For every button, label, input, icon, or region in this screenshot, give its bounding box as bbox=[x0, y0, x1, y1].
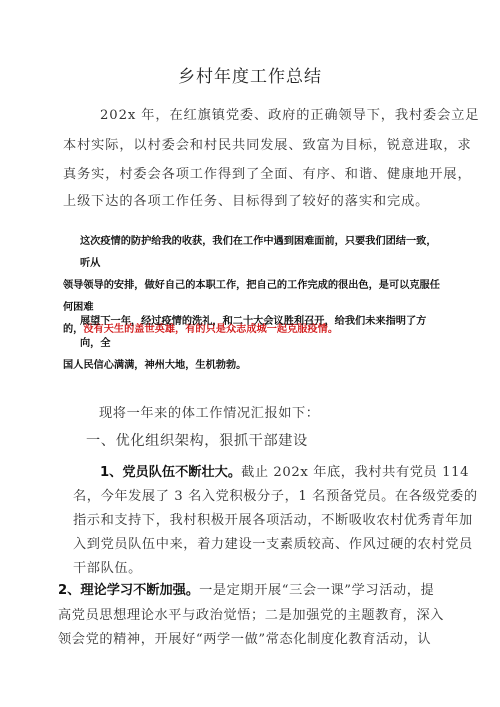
report-intro: 现将一年来的体工作情况汇报如下： bbox=[99, 406, 320, 421]
item-1-lead: 1、党员队伍不断壮大。 bbox=[100, 465, 242, 480]
outlook-line-1: 展望下一年，经过疫情的洗礼，和二十大会议胜利召开，给我们未来指明了方向，全 bbox=[80, 316, 427, 349]
epidemic-line-3-black: 的， bbox=[63, 324, 84, 335]
epidemic-line-2: 领导领导的安排，做好自己的本职工作，把自己的工作完成的很出色，是可以克服任何困难 bbox=[63, 280, 440, 313]
item-1-line-5: 干部队伍。 bbox=[73, 561, 142, 576]
intro-line-3: 真务实，村委会各项工作得到了全面、有序、和谐、健康地开展， bbox=[63, 167, 472, 182]
item-2-rest: 一是定期开展“三会一课”学习活动，提 bbox=[199, 583, 435, 598]
item-2-line-2: 高党员思想理论水平与政治觉悟；二是加强党的主题教育，深入 bbox=[58, 608, 445, 623]
item-2-lead: 2、理论学习不断加强。 bbox=[58, 583, 200, 598]
intro-line-2: 本村实际，以村委会和村民共同发展、致富为目标，锐意进取，求 bbox=[63, 138, 472, 153]
epidemic-highlight: 没有天生的盖世英雄，有的只是众志成城一起克服疫情。 bbox=[83, 324, 339, 335]
item-1-line-2: 名，今年发展了 3 名入党积极分子，1 名预备党员。在各级党委的 bbox=[73, 489, 478, 504]
item-1-rest: 截止 202x 年底，我村共有党员 114 bbox=[241, 465, 470, 480]
item-1-line-3: 指示和支持下，我村积极开展各项活动，不断吸收农村优秀青年加 bbox=[73, 513, 473, 528]
outlook-line-2: 国人民信心满满，神州大地，生机勃勃。 bbox=[63, 360, 247, 371]
item-2-first-line bbox=[58, 579, 434, 598]
epidemic-line-1: 这次疫情的防护给我的收获，我们在工作中遇到困难面前，只要我们团结一致，听从 bbox=[80, 236, 437, 269]
intro-line-1: 202x 年，在红旗镇党委、政府的正确领导下，我村委会立足 bbox=[100, 108, 480, 123]
outlook-paragraph bbox=[63, 311, 443, 377]
item-2-line-3: 领会党的精神，开展好“两学一做”常态化制度化教育活动，认 bbox=[58, 632, 432, 647]
item-1-line-4: 入到党员队伍中来，着力建设一支素质较高、作风过硬的农村党员 bbox=[73, 537, 473, 552]
section-1-heading: 一、优化组织架构，狠抓干部建设 bbox=[86, 433, 308, 449]
item-1-first-line bbox=[100, 461, 469, 480]
intro-line-4: 上级下达的各项工作任务、目标得到了较好的落实和完成。 bbox=[63, 194, 430, 209]
document-title: 乡村年度工作总结 bbox=[178, 67, 322, 87]
